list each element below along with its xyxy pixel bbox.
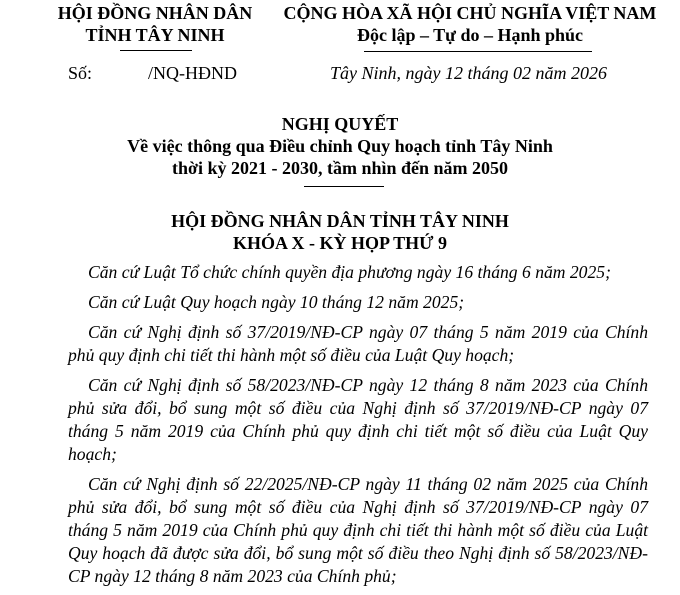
subject-line-2: thời kỳ 2021 - 2030, tầm nhìn đến năm 2050 (171, 158, 508, 178)
document-type: NGHỊ QUYẾT (281, 114, 399, 134)
legal-basis (68, 261, 648, 595)
place-date: Tây Ninh, ngày 12 tháng 02 năm 2026 (330, 63, 607, 83)
legal-basis-paragraph: Căn cứ Nghị định số 58/2023/NĐ-CP ngày 12 tháng 8 năm 2023 của Chính phủ sửa đổi, bổ sung một số điều của Nghị định số 37/2019/NĐ-CP ngày 07 tháng 5 năm 2019 của Chính phủ quy định chi tiết một số điều của Luật Quy hoạch; (68, 375, 648, 464)
issuer-name: HỘI ĐỒNG NHÂN DÂN TỈNH TÂY NINH (171, 211, 509, 231)
country-name: CỘNG HÒA XÃ HỘI CHỦ NGHĨA VIỆT NAM (283, 3, 657, 23)
title-underline (304, 186, 384, 187)
subject-line-1: Về việc thông qua Điều chỉnh Quy hoạch tỉnh Tây Ninh (127, 136, 553, 156)
issuer-session: KHÓA X - KỲ HỌP THỨ 9 (232, 233, 447, 253)
legal-basis-paragraph: Căn cứ Luật Quy hoạch ngày 10 tháng 12 năm 2025; (88, 292, 465, 312)
legal-basis-paragraph: Căn cứ Nghị định số 37/2019/NĐ-CP ngày 07 tháng 5 năm 2019 của Chính phủ quy định chi tiết thi hành một số điều của Luật Quy hoạch; (68, 322, 648, 365)
document-number-label: Số: (68, 63, 93, 83)
national-motto: Độc lập – Tự do – Hạnh phúc (356, 25, 584, 45)
motto-underline (364, 51, 592, 52)
document-number: /NQ-HĐND (148, 63, 237, 83)
agency-underline (120, 50, 192, 51)
legal-basis-paragraph: Căn cứ Nghị định số 22/2025/NĐ-CP ngày 11 tháng 02 năm 2025 của Chính phủ sửa đổi, bổ sung một số điều của Nghị định số 37/2019/NĐ-CP ngày 07 tháng 5 năm 2019 của Chính phủ quy định chi tiết thi hành một số điều của Luật Quy hoạch đã được sửa đổi, bổ sung một số điều theo Nghị định số 58/2023/NĐ-CP ngày 12 tháng 8 năm 2023 của Chính phủ; (68, 474, 648, 586)
agency-name: HỘI ĐỒNG NHÂN DÂN (57, 3, 253, 23)
legal-basis-paragraph: Căn cứ Luật Tổ chức chính quyền địa phương ngày 16 tháng 6 năm 2025; (88, 262, 611, 282)
agency-province: TỈNH TÂY NINH (85, 25, 225, 45)
